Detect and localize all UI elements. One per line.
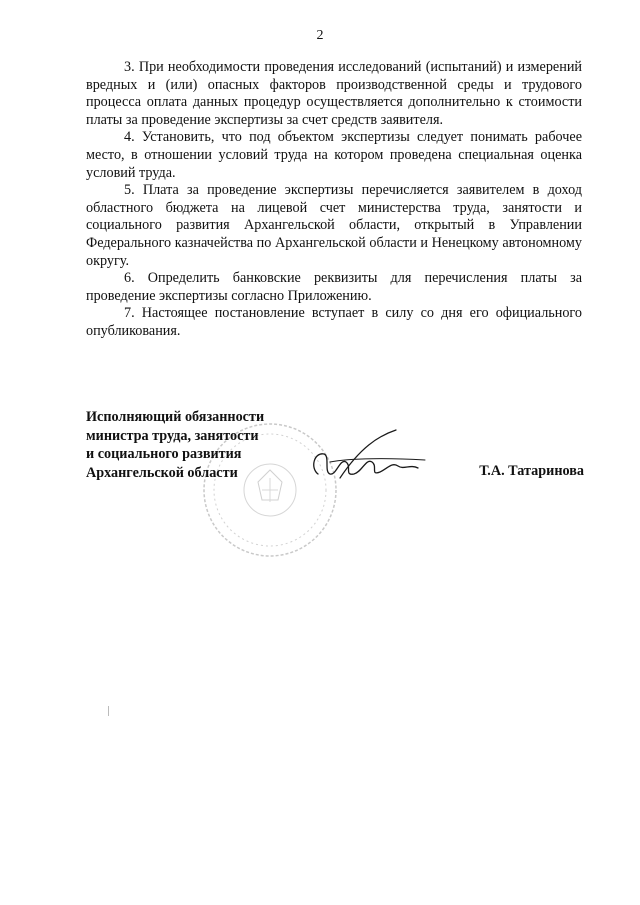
position-line: министра труда, занятости: [86, 427, 259, 444]
handwritten-signature: [300, 428, 435, 488]
signer-name: Т.А. Татаринова: [479, 463, 584, 479]
position-line: Архангельской области: [86, 464, 238, 481]
paragraph-3: 3. При необходимости проведения исследований (испытаний) и измерений вредных и (или) опасных факторов производственной среды и трудового процесса оплата данных процедур осуществляется дополнительно к стоимости платы за проведение экспертизы за счет средств заявителя.: [86, 59, 582, 128]
paragraph-5: 5. Плата за проведение экспертизы перечисляется заявителем в доход областного бюджета на лицевой счет министерства труда, занятости и социального развития Архангельской области, открытый в Управлении Федерального казначейства по Архангельской области и Ненецкому автономному округу.: [86, 182, 582, 269]
position-line: и социального развития: [86, 446, 242, 462]
paragraph-6: 6. Определить банковские реквизиты для перечисления платы за проведение экспертизы согласно Приложению.: [86, 270, 582, 304]
signatory-position: [86, 408, 264, 482]
paragraph-7: 7. Настоящее постановление вступает в силу со дня его официального опубликования.: [86, 305, 582, 339]
margin-mark: [108, 706, 109, 716]
position-line: Исполняющий обязанности: [86, 409, 265, 425]
page-number: 2: [316, 28, 324, 43]
paragraph-4: 4. Установить, что под объектом экспертизы следует понимать рабочее место, в отношении условий труда на котором проведена специальная оценка условий труда.: [86, 129, 582, 181]
document-body: [86, 59, 582, 341]
